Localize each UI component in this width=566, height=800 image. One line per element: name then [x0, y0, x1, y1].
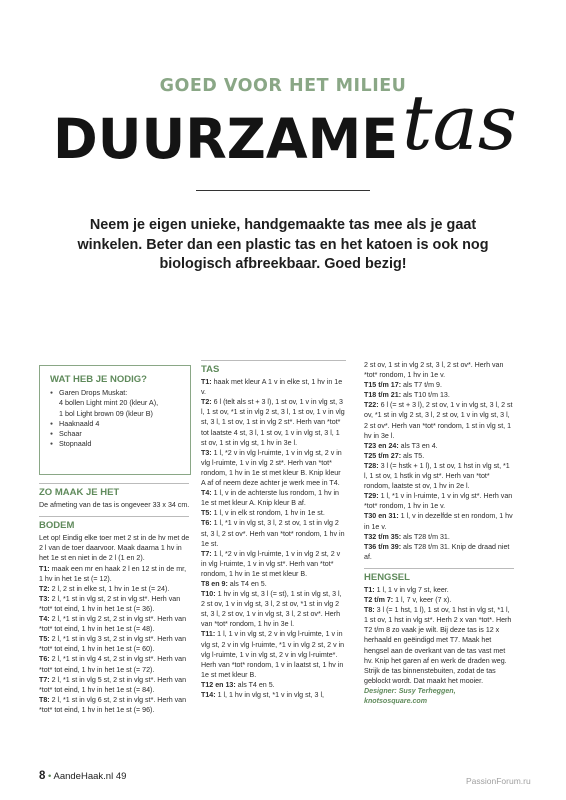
row-label: T1: [201, 378, 212, 387]
row-text: als T4 en 5. [227, 579, 267, 588]
row-label: T28: [364, 461, 379, 470]
row-text: 3 l (= hstk + 1 l), 1 st ov, 1 hst in vlg st, *1 l, 1 st ov, 1 hstk in vlg st*. Herh van *tot* rondom, laatste st ov, 1 hv in 2e l. [364, 461, 510, 491]
row-label: T8: [39, 695, 50, 704]
instruction-row [201, 549, 346, 579]
row-text: 1 l, *2 v in vlg l-ruimte, 1 v in vlg st, 2 v in vlg l-ruimte, 1 v in vlg 2 st*. Herh van *tot* rondom, 1 hv in 1e st met kleur B. Knip kleur A af of neem deze achter je werk mee in T4. [201, 448, 342, 488]
instruction-row [201, 448, 346, 488]
row-text: maak een mr en haak 2 l en 12 st in de mr, 1 hv in het 1e st (= 12). [39, 564, 187, 583]
row-label: T1: [364, 585, 375, 594]
page-number: 8 [39, 770, 46, 782]
row-label: T3: [201, 448, 212, 457]
row-text: 6 l (= st + 3 l), 2 st ov, 1 v in vlg st, 3 l, 2 st ov, *1 st in vlg 2 st, 3 l, 2 st ov, 1 v in vlg st, 3 l, 2 st ov*. Herh van *tot* rondom, 1 st in vlg st, 1 hv in 3e l. [364, 401, 513, 440]
instruction-row [201, 589, 346, 629]
column-3 [364, 360, 514, 706]
row-label: T3: [39, 594, 50, 603]
row-text: 3 l (= 1 hst, 1 l), 1 st ov, 1 hst in vlg st, *1 l, 1 st ov, 1 hst in vlg st*. Herh 2 x van *tot*. Herh T2 t/m 8 zo vaak je wilt. Bij deze tas is 12 x herhaald en geëindigd met T7. Maak het hengsel aan de overkant van de tas vast met hv. Knip het garen af en werk de draden weg. Strijk de tas binnenstebuiten, zodat de tas geblockt wordt. Dat maakt het mooier. [364, 606, 512, 685]
instruction-row [364, 441, 514, 451]
instruction-row [364, 491, 514, 511]
row-label: T8: [364, 606, 375, 615]
instruction-row [364, 605, 514, 686]
instruction-row [201, 579, 346, 589]
section-heading: BODEM [39, 520, 75, 532]
section-heading: TAS [201, 364, 220, 375]
instruction-list [201, 377, 346, 700]
row-label: T30 en 31: [364, 512, 399, 521]
list-item: ● Stopnaald [50, 439, 182, 449]
section-divider [39, 483, 189, 484]
row-label: T11: [201, 630, 216, 639]
list-item: ● Haaknaald 4 [50, 419, 182, 429]
row-label: T25 t/m 27: [364, 451, 402, 460]
row-text: als T7 t/m 9. [401, 381, 442, 390]
paragraph: De afmeting van de tas is ongeveer 33 x 34 cm. [39, 501, 190, 510]
row-label: T6: [201, 519, 212, 528]
section-divider [201, 360, 346, 361]
row-label: T10: [201, 590, 216, 599]
row-text: als T28 t/m 31. [401, 532, 450, 541]
instruction-row [364, 542, 514, 562]
row-text: als T10 t/m 13. [401, 391, 450, 400]
column-2 [201, 360, 346, 700]
row-text: 1 l, *1 v in l-ruimte, 1 v in vlg st*. Herh van *tot* rondom, 1 hv in 1e v. [364, 492, 513, 511]
instruction-row [201, 629, 346, 679]
instruction-row [364, 451, 514, 461]
row-label: T8 en 9: [201, 579, 228, 588]
instruction-row [201, 377, 346, 397]
instruction-row [364, 400, 514, 440]
instruction-list [364, 360, 514, 562]
list-item: ● Schaar [50, 429, 182, 439]
row-text: 2 st ov, 1 st in vlg 2 st, 3 l, 2 st ov*. Herh van *tot* rondom, 1 hv in 1e v. [364, 361, 504, 380]
row-label: T2: [39, 584, 50, 593]
materials-list [50, 388, 182, 450]
instruction-row [39, 614, 191, 634]
row-text: 1 l, v in dezelfde st en rondom, 1 hv in 1e v. [364, 512, 513, 531]
row-text: als T5. [401, 451, 425, 460]
row-label: T2 t/m 7: [364, 596, 394, 605]
instruction-row [39, 584, 191, 594]
row-label: T14: [201, 691, 216, 699]
row-text: 1 l, 7 v, keer (7 x). [393, 596, 452, 605]
row-label: T22: [364, 401, 379, 410]
row-label: T29: [364, 492, 379, 501]
instruction-row [39, 634, 191, 654]
instruction-row [364, 380, 514, 390]
instruction-row [39, 695, 191, 715]
instruction-list [364, 585, 514, 686]
row-label: T2: [201, 398, 212, 407]
row-label: T6: [39, 655, 50, 664]
row-label: T7: [201, 549, 212, 558]
divider [196, 190, 370, 191]
watermark: PassionForum.ru [466, 776, 531, 786]
instruction-row [201, 680, 346, 690]
instruction-row [201, 508, 346, 518]
instruction-row [201, 397, 346, 447]
issue-label: AandeHaak.nl 49 [53, 771, 127, 782]
row-label: T1: [39, 564, 50, 573]
row-text: als T4 en 5. [235, 680, 275, 689]
row-text: 1 hv in vlg st, 3 l (= st), 1 st in vlg st, 3 l, 2 st ov, 1 v in vlg st, 3 l, 2 st ov, *1 st in vlg 2 st, 3 l, 2 st ov, 1 v in vlg st, 3 l, 2 st ov*. Herh van *tot* rondom, 1 hv in 3e l. [201, 590, 342, 629]
row-label: T12 en 13: [201, 680, 236, 689]
paragraph: Let op! Eindig elke toer met 2 st in de hv met de 2 l van de toer daarvoor. Maak daarna 1 hv in het 1e st en niet in de 2 l (1 en 2). [39, 534, 190, 563]
row-text: als T3 en 4. [398, 441, 438, 450]
row-label: T36 t/m 39: [364, 542, 402, 551]
row-text: 2 l, *1 st in vlg 4 st, 2 st in vlg st*. Herh van *tot* tot eind, 1 hv in het 1e st (= 72). [39, 655, 187, 674]
instruction-row [39, 654, 191, 674]
intro-text: Neem je eigen unieke, handgemaakte tas mee als je gaat winkelen. Beter dan een plastic tas en het katoen is ook nog biologisch afbreekbaar. Goed bezig! [77, 217, 489, 272]
footer [39, 770, 126, 782]
materials-title: WAT HEB JE NODIG? [50, 374, 147, 385]
instruction-list [39, 564, 191, 715]
instruction-row [364, 585, 514, 595]
row-text: 1 l, v in de achterste lus rondom, 1 hv in 1e st met kleur A. Knip kleur B af. [201, 489, 339, 508]
row-label: T4: [39, 615, 50, 624]
row-text: 2 l, 2 st in elke st, 1 hv in 1e st (= 24). [49, 584, 170, 593]
row-text: 6 l (telt als st + 3 l), 1 st ov, 1 v in vlg st, 3 l, 1 st ov, *1 st in vlg 2 st, 3 l, 1 st ov, 1 v in vlg st, 3 l, 1 st ov, 1 st in vlg 2 st*. Herh van *tot* tot laatste 4 st, 3 l, 1 st ov, 1 v in vlg st, 3 l, 1 st ov, 1 st in vlg st, 1 hv in 3e l. [201, 398, 345, 447]
list-item: ● Garen Drops Muskat: [50, 388, 182, 398]
instruction-row [364, 595, 514, 605]
row-text: 1 l, 1 hv in vlg st, *1 v in vlg st, 3 l, [215, 691, 325, 699]
row-label: T32 t/m 35: [364, 532, 402, 541]
row-text: 1 l, *2 v in vlg l-ruimte, 1 v in vlg 2 st, 2 v in vlg l-ruimte, 1 v in vlg st*. Herh van *tot* rondom, 1 hv in 1e st met kleur B. [201, 549, 341, 578]
row-text: 1 l, *1 v in vlg st, 3 l, 2 st ov, 1 st in vlg 2 st, 3 l, 2 st ov*. Herh van *tot* rondom, 1 hv in 1e st. [201, 519, 345, 548]
instruction-row [201, 518, 346, 548]
instruction-row [201, 488, 346, 508]
section-heading: ZO MAAK JE HET [39, 487, 120, 498]
title-main: DUURZAME [53, 107, 399, 171]
row-label: T5: [39, 635, 50, 644]
instruction-row [201, 690, 346, 700]
row-text: 2 l, *1 st in vlg 3 st, 2 st in vlg st*. Herh van *tot* tot eind, 1 hv in het 1e st (= 60). [39, 635, 187, 654]
row-label: T15 t/m 17: [364, 381, 402, 390]
instruction-row [39, 594, 191, 614]
instruction-row [39, 564, 191, 584]
row-text: 2 l, *1 st in vlg 5 st, 2 st in vlg st*. Herh van *tot* tot eind, 1 hv in het 1e st (= 84). [39, 675, 187, 694]
list-item: 1 bol Light brown 09 (kleur B) [59, 408, 153, 418]
instruction-row [364, 360, 514, 380]
row-text: 1 l, 1 v in vlg 7 st, keer. [374, 585, 449, 594]
instruction-row [364, 390, 514, 400]
footer-bullet: • [48, 771, 52, 782]
designer-credit: Designer: Susy Terheggen, knotsosquare.com [364, 686, 456, 705]
row-text: 2 l, *1 st in vlg st, 2 st in vlg st*. Herh van *tot* tot eind, 1 hv in het 1e st (= 36). [39, 594, 181, 613]
row-text: 1 l, 1 v in vlg st, 2 v in vlg l-ruimte, 1 v in vlg st, 2 v in vlg l-ruimte, *1 v in vlg 2 st, 2 v in vlg l-ruimte, 1 v in vlg st, 2 v in vlg l-ruimte*. Herh van *tot* rondom, 1 v in laatst st, 1 hv in 1e st met kleur B. [201, 630, 345, 679]
section-divider [364, 568, 514, 569]
kicker: GOED VOOR HET MILIEU [159, 76, 407, 96]
instruction-row [364, 511, 514, 531]
title-script: tas [402, 78, 517, 167]
row-text: 1 l, v in elk st rondom, 1 hv in 1e st. [211, 509, 325, 518]
row-text: 2 l, *1 st in vlg 2 st, 2 st in vlg st*. Herh van *tot* tot eind, 1 hv in het 1e st (= 48). [39, 615, 187, 634]
row-label: T23 en 24: [364, 441, 399, 450]
column-1 [39, 483, 191, 715]
row-label: T5: [201, 509, 212, 518]
row-text: haak met kleur A 1 v in elke st, 1 hv in 1e v. [201, 378, 343, 397]
row-label: T4: [201, 489, 212, 498]
list-item: 4 bollen Light mint 20 (kleur A), [59, 398, 159, 408]
row-label: T7: [39, 675, 50, 684]
instruction-row [364, 532, 514, 542]
instruction-row [364, 461, 514, 491]
materials-box [39, 365, 191, 475]
instruction-row [39, 675, 191, 695]
section-divider [39, 516, 189, 517]
row-text: als T28 t/m 31. Knip de draad niet af. [364, 542, 510, 561]
row-text: 2 l, *1 st in vlg 6 st, 2 st in vlg st*. Herh van *tot* tot eind, 1 hv in het 1e st (= 96). [39, 695, 187, 714]
section-heading: HENGSEL [364, 571, 410, 583]
row-label: T18 t/m 21: [364, 391, 402, 400]
